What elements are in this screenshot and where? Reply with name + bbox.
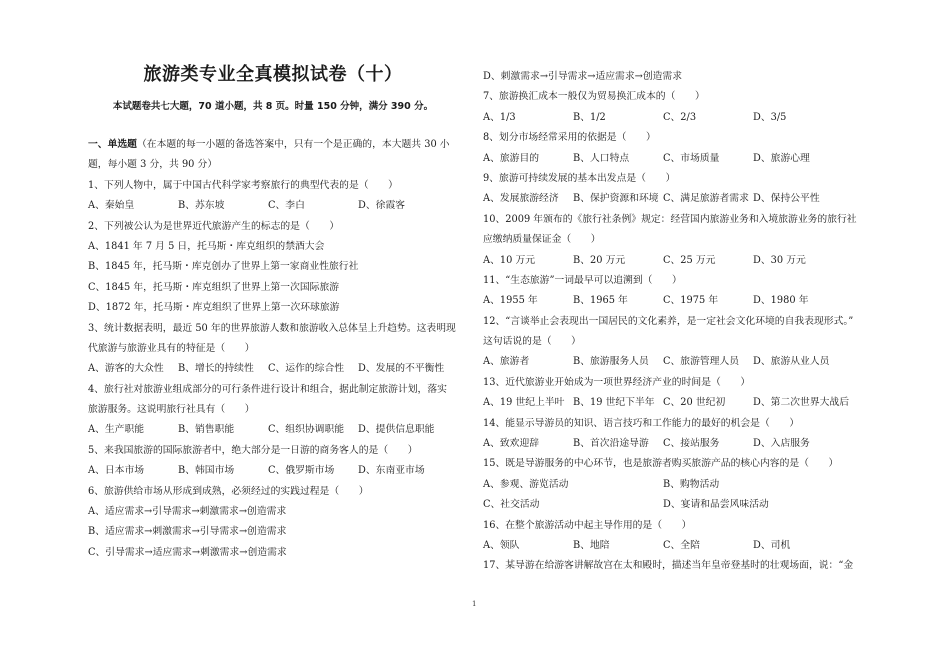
question-stem: 5、来我国旅游的国际旅游者中，绝大部分是一日游的商务客人的是（ ） [88,444,418,456]
question-stem: 12、“言谈举止会表现出一国居民的文化素养，是一定社会文化环境的自我表现形式。” [483,315,854,327]
answer-option: D、旅游心理 [753,152,810,164]
answer-option: C、2/3 [663,111,697,123]
answer-option: C、1845 年，托马斯・库克组织了世界上第一次国际旅游 [88,281,340,293]
answer-option: A、1955 年 [483,295,538,307]
answer-option: C、满足旅游者需求 [663,193,749,205]
question-stem: 10、2009 年颁布的《旅行社条例》规定：经营国内旅游业务和入境旅游业务的旅行社 [483,213,857,225]
section-heading [88,135,473,155]
answer-option: B、1/2 [573,111,606,123]
answer-option: C、旅游管理人员 [663,356,740,368]
answer-options-row [483,475,868,495]
answer-option: D、提供信息职能 [358,424,435,436]
question-item [483,271,868,312]
answer-option: B、1965 年 [573,295,628,307]
answer-options-row [483,189,868,209]
answer-option: D、第二次世界大战后 [753,397,850,409]
answer-options-row [88,420,473,440]
answer-option: B、购物活动 [663,478,720,490]
answer-option: A、旅游目的 [483,152,540,164]
answer-option: A、参观、游览活动 [483,478,569,490]
answer-option: C、引导需求→适应需求→刺激需求→创造需求 [88,546,287,558]
answer-option: A、19 世纪上半叶 [483,397,565,409]
answer-option: C、25 万元 [663,254,716,266]
answer-option: B、1845 年，托马斯・库克创办了世界上第一家商业性旅行社 [88,261,359,273]
question-stem: 8、划分市场经常采用的依据是（ ） [483,132,656,144]
answer-option: C、全陪 [663,539,700,551]
section-title: 一、单选题 [88,139,137,150]
question-stem: 17、某导游在给游客讲解故宫在太和殿时，描述当年皇帝登基时的壮观场面，说：“金 [483,560,854,572]
answer-option: D、发展的不平衡性 [358,363,445,375]
answer-option: A、游客的大众性 [88,363,164,375]
answer-options-row [483,352,868,372]
exam-title: 旅游类专业全真模拟试卷（十） [143,64,403,85]
answer-option: B、地陪 [573,539,610,551]
question-item [88,441,473,482]
answer-option: C、李白 [268,200,305,212]
question-stem: 旅游服务。这说明旅行社具有（ ） [88,404,255,416]
answer-option: D、东南亚市场 [358,465,425,477]
answer-option: B、保护资源和环境 [573,193,659,205]
question-item [483,169,868,210]
question-item [88,176,473,217]
answer-option: B、增长的持续性 [178,363,254,375]
answer-option: A、领队 [483,539,520,551]
answer-options-row [88,359,473,379]
answer-option: A、日本市场 [88,465,145,477]
answer-option: D、入店服务 [753,438,810,450]
question-item [483,556,868,576]
answer-option: D、司机 [753,539,791,551]
answer-option: B、韩国市场 [178,465,235,477]
answer-option: C、俄罗斯市场 [268,465,335,477]
answer-options-row [483,393,868,413]
answer-option: A、10 万元 [483,254,536,266]
question-stem: 9、旅游可持续发展的基本出发点是（ ） [483,172,676,184]
answer-option: A、1/3 [483,111,516,123]
right-question-list [483,87,868,576]
question-item [88,319,473,380]
question-stem: 应缴纳质量保证金（ ） [483,234,601,246]
question-stem: 11、“生态旅游”一词最早可以追溯到（ ） [483,274,682,286]
answer-option: D、3/5 [753,111,787,123]
question-stem: 4、旅行社对旅游业组成部分的可行条件进行设计和组合，据此制定旅游计划，落实 [88,383,447,395]
answer-option: B、适应需求→刺激需求→引导需求→创造需求 [88,526,287,538]
answer-option: D、30 万元 [753,254,806,266]
answer-option: B、旅游服务人员 [573,356,649,368]
answer-options-row [88,461,473,481]
question-item [88,482,473,564]
question-item [483,210,868,271]
answer-option: B、销售职能 [178,424,235,436]
answer-option: B、首次沿途导游 [573,438,649,450]
answer-option: A、1841 年 7 月 5 日，托马斯・库克组织的禁酒大会 [88,240,325,252]
exam-intro: 本试题卷共七大题，70 道小题，共 8 页。时量 150 分钟，满分 390 分。 [112,101,434,112]
answer-option: A、旅游者 [483,356,530,368]
answer-option: D、徐霞客 [358,200,406,212]
question-item [483,312,868,373]
right-column [483,67,868,577]
answer-option: C、运作的综合性 [268,363,345,375]
question-item [483,87,868,128]
question-item [483,516,868,557]
question-stem: 7、旅游换汇成本一般仅为贸易换汇成本的（ ） [483,91,705,103]
answer-option: A、发展旅游经济 [483,193,559,205]
answer-option: A、适应需求→引导需求→刺激需求→创造需求 [88,506,287,518]
question-item [483,128,868,169]
answer-options-row [88,196,473,216]
question-item [483,454,868,515]
answer-option: D、1872 年，托马斯・库克组织了世界上第一次环球旅游 [88,302,340,314]
answer-option: C、市场质量 [663,152,720,164]
question-stem: 代旅游与旅游业具有的特征是（ ） [88,342,255,354]
answer-options-row [483,149,868,169]
answer-option: B、苏东坡 [178,200,225,212]
answer-option: A、秦始皇 [88,200,135,212]
section-note: （在本题的每一小题的备选答案中，只有一个是正确的，本大题共 30 小 [136,139,450,150]
continued-option-line: D、刺激需求→引导需求→适应需求→创造需求 [483,71,683,82]
answer-option: C、组织协调职能 [268,424,345,436]
answer-options-row [483,495,868,515]
left-question-list [88,176,473,563]
answer-option: B、19 世纪下半年 [573,397,655,409]
question-stem: 2、下列被公认为是世界近代旅游产生的标志的是（ ） [88,220,340,232]
question-stem: 6、旅游供给市场从形成到成熟，必须经过的实践过程是（ ） [88,485,369,497]
question-stem: 14、能显示导游员的知识、语言技巧和工作能力的最好的机会是（ ） [483,417,800,429]
answer-option: B、人口特点 [573,152,630,164]
answer-options-row [483,291,868,311]
page-number: 1 [472,600,477,608]
question-stem: 16、在整个旅游活动中起主导作用的是（ ） [483,519,692,531]
question-item [88,217,473,319]
answer-option: D、保持公平性 [753,193,820,205]
question-item [88,380,473,441]
question-stem: 1、下列人物中，属于中国古代科学家考察旅行的典型代表的是（ ） [88,179,398,191]
answer-option: A、致欢迎辞 [483,438,540,450]
answer-options-row [483,251,868,271]
section-note-cont: 题，每小题 3 分，共 90 分） [88,159,218,171]
answer-option: C、1975 年 [663,295,719,307]
answer-option: B、20 万元 [573,254,626,266]
answer-option: D、宴请和品尝风味活动 [663,499,769,511]
left-column [88,135,473,563]
answer-options-row [483,434,868,454]
answer-option: D、旅游从业人员 [753,356,830,368]
question-stem: 3、统计数据表明，最近 50 年的世界旅游人数和旅游收入总体呈上升趋势。这表明现 [88,322,456,334]
answer-option: D、1980 年 [753,295,809,307]
question-stem: 这句话说的是（ ） [483,336,581,348]
question-item [483,414,868,455]
answer-option: C、20 世纪初 [663,397,726,409]
answer-option: A、生产职能 [88,424,145,436]
question-stem: 15、既是导游服务的中心环节，也是旅游者购买旅游产品的核心内容的是（ ） [483,458,839,470]
question-stem: 13、近代旅游业开始成为一项世界经济产业的时间是（ ） [483,376,751,388]
answer-option: C、社交活动 [483,499,540,511]
answer-options-row [483,108,868,128]
answer-option: C、接站服务 [663,438,720,450]
question-item [483,373,868,414]
answer-options-row [483,536,868,556]
